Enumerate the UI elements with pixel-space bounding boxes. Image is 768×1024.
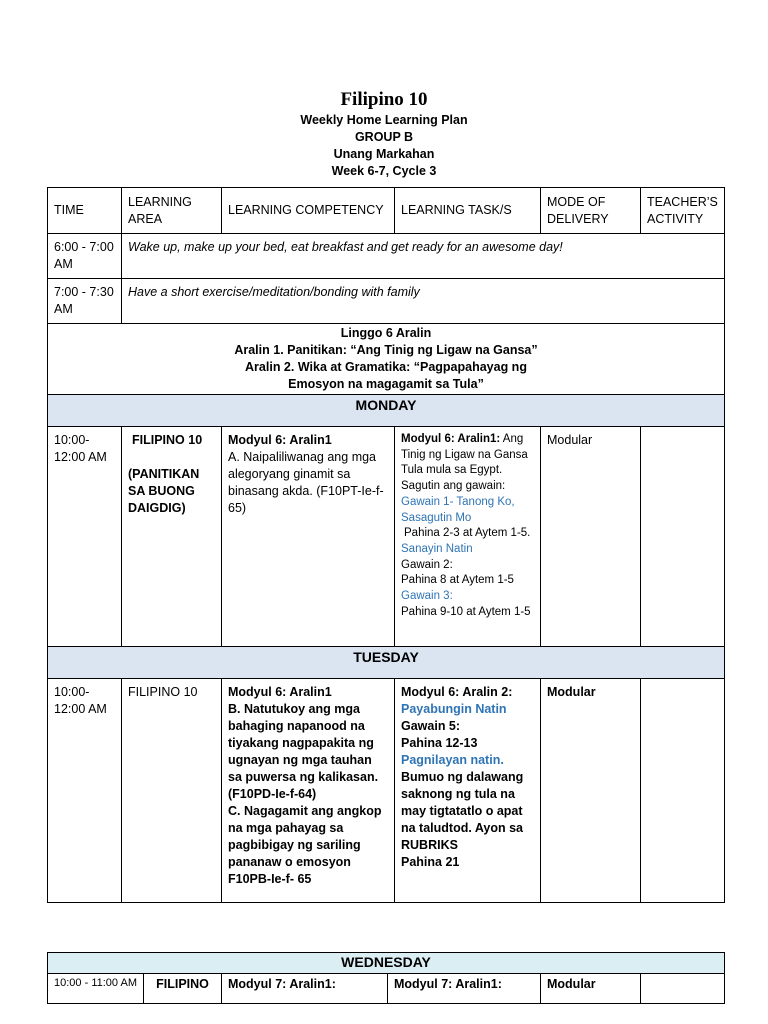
task-title-rest: Ang Tinig ng Ligaw na Gansa Tula mula sa Egypt.	[401, 433, 528, 477]
tuesday-mode: Modular	[541, 679, 641, 903]
header-competency: LEARNING COMPETENCY	[222, 188, 395, 234]
task-activity-link: Sanayin Natin	[401, 542, 473, 555]
tuesday-time: 10:00- 12:00 AM	[48, 679, 122, 903]
task-page: Pahina 12-13	[401, 736, 478, 750]
tuesday-area: FILIPINO 10	[122, 679, 222, 903]
overview-line: Linggo 6 Aralin	[340, 326, 432, 340]
area-name: FILIPINO 10	[132, 433, 203, 447]
monday-teacher-activity	[641, 427, 725, 647]
wednesday-tasks: Modyul 7: Aralin1:	[388, 974, 541, 1004]
monday-row	[48, 427, 725, 647]
tuesday-competency	[222, 679, 395, 903]
task-page: Pahina 2-3 at Aytem 1-5.	[404, 527, 531, 540]
routine-row	[48, 234, 725, 279]
day-label: TUESDAY	[48, 647, 725, 679]
wednesday-teacher-activity	[641, 974, 725, 1004]
task-text: Bumuo ng dalawang saknong ng tula na may tigtatatlo o apat na taludtod. Ayon sa RUBRIKS	[401, 770, 524, 852]
day-label: MONDAY	[48, 395, 725, 427]
task-page: Pahina 9-10 at Aytem 1-5	[401, 605, 531, 618]
task-title: Modyul 6: Aralin1:	[401, 433, 501, 445]
header-teacher: TEACHER’S ACTIVITY	[641, 188, 725, 234]
task-activity: Gawain 5:	[401, 719, 461, 733]
tuesday-row	[48, 679, 725, 903]
competency-title: Modyul 6: Aralin1	[228, 685, 332, 699]
wednesday-table	[47, 952, 725, 1004]
competency-text: B. Natutukoy ang mga bahaging napanood na tiyakang nagpapakita ng ugnayan ng mga tauhan sa puwersa ng kalikasan. (F10PD-Ie-f-64)	[228, 702, 379, 801]
week-label: Week 6-7, Cycle 3	[331, 164, 437, 178]
lesson-overview	[48, 324, 725, 395]
monday-area	[122, 427, 222, 647]
tuesday-teacher-activity	[641, 679, 725, 903]
wednesday-mode: Modular	[541, 974, 641, 1004]
learning-plan-table	[47, 187, 725, 903]
competency-text: C. Nagagamit ang angkop na mga pahayag sa pagbibigay ng sariling pananaw o emosyon	[228, 804, 382, 869]
header-mode: MODE OF DELIVERY	[541, 188, 641, 234]
wednesday-competency: Modyul 7: Aralin1:	[222, 974, 388, 1004]
monday-time: 10:00- 12:00 AM	[48, 427, 122, 647]
task-activity-link: Gawain 3:	[401, 590, 453, 603]
routine-row	[48, 279, 725, 324]
lesson-overview-row	[48, 324, 725, 395]
quarter-label: Unang Markahan	[333, 147, 435, 161]
header-tasks: LEARNING TASK/S	[395, 188, 541, 234]
competency-text: A. Naipaliliwanag ang mga alegoryang ginamit sa binasang akda. (F10PT-Ie-f-65)	[228, 450, 384, 515]
routine-activity: Wake up, make up your bed, eat breakfast and get ready for an awesome day!	[122, 234, 725, 279]
table-header-row	[48, 188, 725, 234]
document-title: Filipino 10	[340, 89, 428, 110]
task-activity-link: Pagnilayan natin.	[401, 753, 504, 767]
overview-line: Aralin 2. Wika at Gramatika: “Pagpapahayag ng	[245, 360, 527, 374]
overview-line: Emosyon na magagamit sa Tula”	[288, 377, 484, 391]
overview-line: Aralin 1. Panitikan: “Ang Tinig ng Ligaw na Gansa”	[234, 343, 538, 357]
day-row-tuesday	[48, 647, 725, 679]
task-page: Pahina 21	[401, 855, 460, 869]
document-header	[0, 88, 768, 180]
task-activity-link: Gawain 1- Tanong Ko, Sasagutin Mo	[401, 495, 515, 524]
header-learning-area: LEARNING AREA	[122, 188, 222, 234]
task-page: Pahina 8 at Aytem 1-5	[401, 574, 514, 587]
monday-mode: Modular	[541, 427, 641, 647]
wednesday-time: 10:00 - 11:00 AM	[48, 974, 144, 1004]
task-instruction: Sagutin ang gawain:	[401, 480, 506, 493]
routine-time: 7:00 - 7:30 AM	[48, 279, 122, 324]
area-subtitle: (PANITIKAN SA BUONG DAIGDIG)	[128, 467, 200, 515]
routine-time: 6:00 - 7:00 AM	[48, 234, 122, 279]
day-row-wednesday	[48, 953, 725, 974]
competency-title: Modyul 6: Aralin1	[228, 433, 332, 447]
group-label: GROUP B	[354, 130, 414, 144]
routine-activity: Have a short exercise/meditation/bonding with family	[122, 279, 725, 324]
competency-code: F10PB-Ie-f- 65	[228, 872, 312, 886]
wednesday-row	[48, 974, 725, 1004]
task-activity-link: Payabungin Natin	[401, 702, 507, 716]
monday-tasks	[395, 427, 541, 647]
monday-competency	[222, 427, 395, 647]
tuesday-tasks	[395, 679, 541, 903]
task-title: Modyul 6: Aralin 2:	[401, 685, 513, 699]
plan-subtitle: Weekly Home Learning Plan	[300, 113, 468, 127]
day-label: WEDNESDAY	[48, 953, 725, 974]
day-row-monday	[48, 395, 725, 427]
wednesday-area: FILIPINO	[144, 974, 222, 1004]
header-time: TIME	[48, 188, 122, 234]
task-activity: Gawain 2:	[401, 558, 453, 571]
